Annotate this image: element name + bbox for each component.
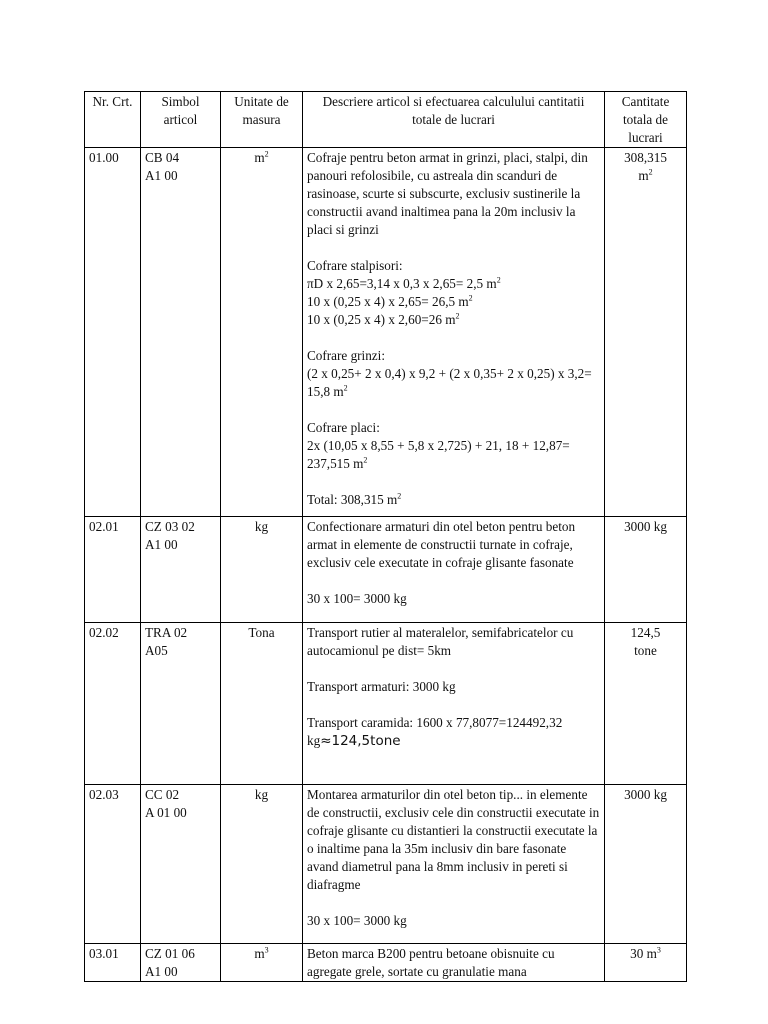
- table-row: [85, 148, 687, 517]
- row-description: Cofraje pentru beton armat in grinzi, placi, stalpi, din panouri refolosibile, cu astreala din scanduri de rasinoase, scurte si subscurte, exclusiv sustinerile la constructii avand inaltimea pana la 20m inclusiv la placi si grinzi Cofrare stalpisori: πD x 2,65=3,14 x 0,3 x 2,65= 2,5 $m^2$ 10 x (0,25 x 4) x 2,65= 26,5 $m^2$ 10 x (0,25 x 4) x 2,60=26 $m^2$ Cofrare grinzi: (2 x 0,25+ 2 x 0,4) x 9,2 + (2 x 0,35+ 2 x 0,25) x 3,2= 15,8 $m^2$ Cofrare placi: 2x (10,05 x 8,55 + 5,8 x 2,725) + 21, 18 + 12,87= 237,515 $m^2$ Total: 308,315 $m^2$: [303, 148, 605, 517]
- table-row: [85, 517, 687, 623]
- row-quantity: 308,315 $m^2$: [605, 148, 687, 517]
- row-simbol: CB 04 A1 00: [141, 148, 221, 517]
- row-simbol: CZ 01 06 A1 00: [141, 944, 221, 982]
- header-cantitate: Cantitate totala de lucrari: [605, 92, 687, 148]
- row-nr: 02.02: [85, 623, 141, 785]
- quantities-table: [84, 91, 687, 982]
- header-unitate: Unitate de masura: [221, 92, 303, 148]
- header-row: [85, 92, 687, 148]
- row-unit: kg: [221, 785, 303, 944]
- header-nr: Nr. Crt.: [85, 92, 141, 148]
- row-simbol: CC 02 A 01 00: [141, 785, 221, 944]
- row-simbol: CZ 03 02 A1 00: [141, 517, 221, 623]
- row-simbol: TRA 02 A05: [141, 623, 221, 785]
- row-description: Transport rutier al materalelor, semifabricatelor cu autocamionul pe dist= 5km Transport armaturi: 3000 kg Transport caramida: 1600 x 77,8077=124492,32 kg≈124,5tone: [303, 623, 605, 785]
- table-row: [85, 623, 687, 785]
- row-unit: kg: [221, 517, 303, 623]
- row-nr: 02.03: [85, 785, 141, 944]
- table-row: [85, 785, 687, 944]
- row-nr: 03.01: [85, 944, 141, 982]
- row-unit: $m^2$: [221, 148, 303, 517]
- row-quantity: 3000 kg: [605, 517, 687, 623]
- header-descriere: Descriere articol si efectuarea calculului cantitatii totale de lucrari: [303, 92, 605, 148]
- row-nr: 01.00: [85, 148, 141, 517]
- row-nr: 02.01: [85, 517, 141, 623]
- row-quantity: 124,5 tone: [605, 623, 687, 785]
- row-description: Beton marca B200 pentru betoane obisnuite cu agregate grele, sortate cu granulatie mana: [303, 944, 605, 982]
- header-simbol: Simbol articol: [141, 92, 221, 148]
- row-description: Montarea armaturilor din otel beton tip... in elemente de constructii, exclusiv cele din constructii executate in cofraje glisante cu distantieri la constructii executate la o inaltime pana la 35m inclusiv din bare fasonate avand diametrul pana la 8mm inclusiv in pereti si diafragme 30 x 100= 3000 kg: [303, 785, 605, 944]
- row-quantity: 3000 kg: [605, 785, 687, 944]
- row-unit: Tona: [221, 623, 303, 785]
- table-row: [85, 944, 687, 982]
- row-unit: $m^3$: [221, 944, 303, 982]
- row-description: Confectionare armaturi din otel beton pentru beton armat in elemente de constructii turnate in cofraje, exclusiv cele executate in cofraje glisante fasonate 30 x 100= 3000 kg: [303, 517, 605, 623]
- row-quantity: 30 $m^3$: [605, 944, 687, 982]
